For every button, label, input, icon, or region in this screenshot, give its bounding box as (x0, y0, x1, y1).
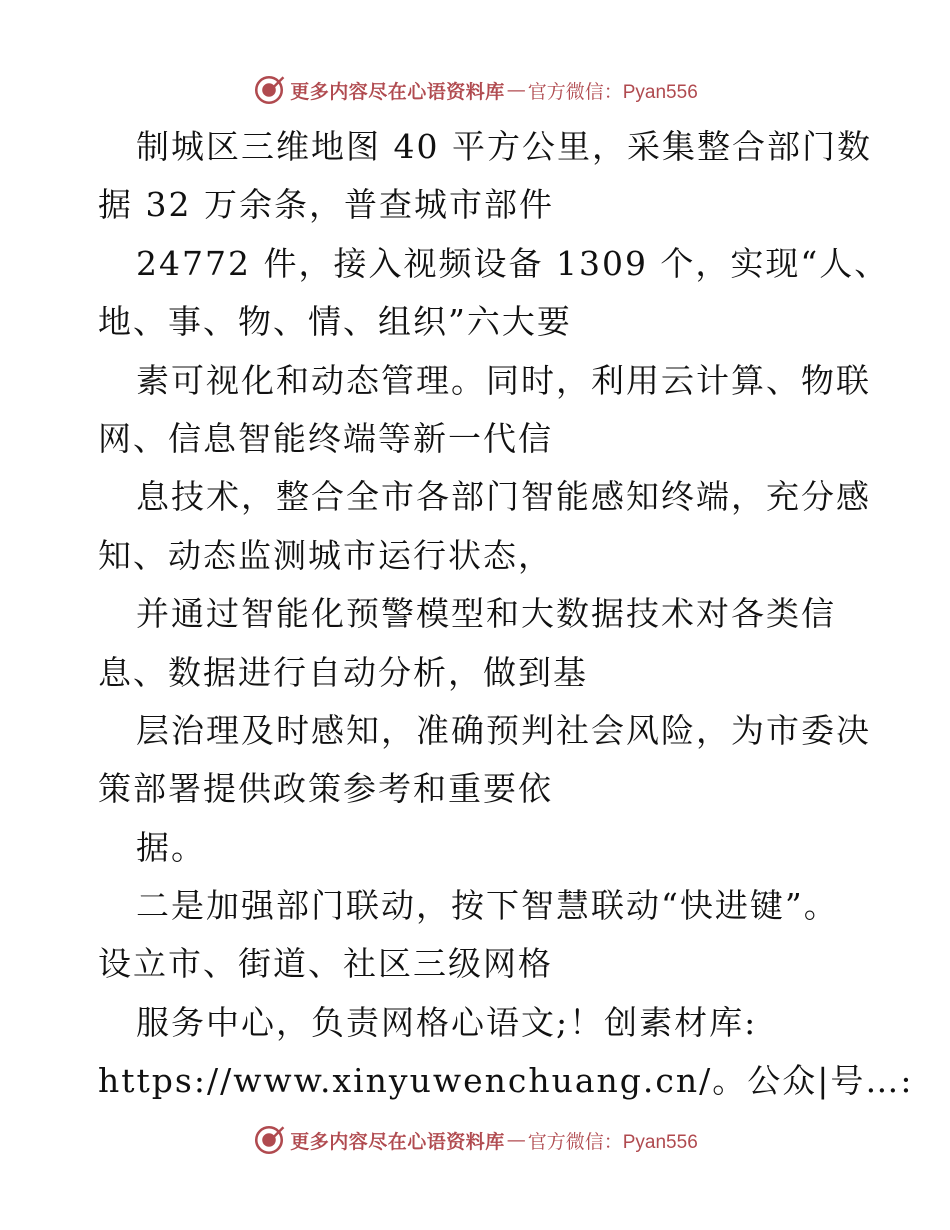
header-banner (0, 70, 950, 110)
text-line: 息、数据进行自动分析，做到基 (98, 652, 588, 692)
text-line: 并通过智能化预警模型和大数据技术对各类信 (136, 594, 836, 634)
text-line: 地、事、物、情、组织”六大要 (98, 302, 572, 342)
text-line: 制城区三维地图 40 平方公里，采集整合部门数 (136, 127, 872, 166)
text-line: 策部署提供政策参考和重要依 (98, 769, 553, 809)
text-line: 据 32 万余条，普查城市部件 (98, 185, 554, 225)
banner-dash: — (506, 1129, 526, 1151)
banner-wechat: 官方微信：Pyan556 (527, 1131, 698, 1153)
banner-title: 更多内容尽在心语资料库 (290, 1130, 505, 1153)
text-line: 据。 (136, 827, 206, 867)
text-line: 网、信息智能终端等新一代信 (98, 418, 553, 458)
body-text (98, 118, 914, 1111)
text-line: 层治理及时感知，准确预判社会风险，为市委决 (136, 710, 871, 750)
banner-title: 更多内容尽在心语资料库 (290, 80, 505, 103)
banner-dash: — (506, 79, 526, 101)
text-line: 设立市、街道、社区三级网格 (98, 944, 553, 984)
banner-wechat: 官方微信：Pyan556 (527, 81, 698, 103)
text-line: 服务中心，负责网格心语文;！创素材库: (136, 1002, 758, 1042)
text-line: 知、动态监测城市运行状态， (98, 535, 553, 575)
text-line: 素可视化和动态管理。同时，利用云计算、物联 (136, 360, 871, 400)
brand-logo-icon (252, 73, 286, 107)
brand-logo-icon (252, 1123, 286, 1157)
footer-banner (0, 1120, 950, 1160)
text-line: 二是加强部门联动，按下智慧联动“快进键”。 (136, 886, 839, 926)
text-line: 息技术，整合全市各部门智能感知终端，充分感 (136, 477, 871, 517)
text-line: https://www.xinyuwenchuang.cn/。公众|号…: (98, 1061, 914, 1101)
text-line: 24772 件，接入视频设备 1309 个，实现“人、 (136, 243, 890, 283)
